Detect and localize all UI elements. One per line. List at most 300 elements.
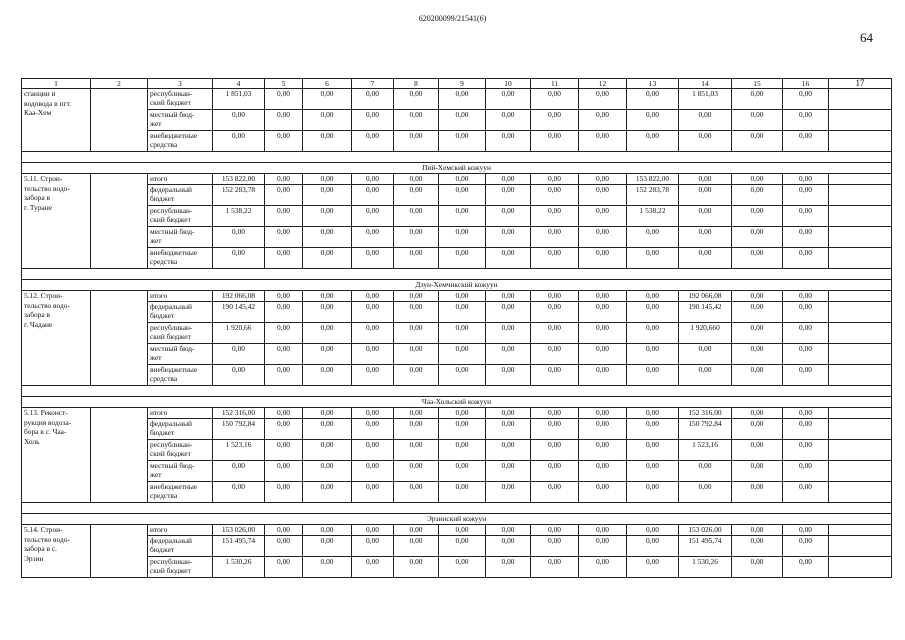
- funding-source-cell: итого: [148, 408, 213, 419]
- column-number-cell: 6: [303, 79, 352, 89]
- empty-cell: [829, 461, 892, 482]
- value-cell: 0,00: [732, 419, 783, 440]
- value-cell: 0,00: [627, 482, 679, 503]
- value-cell: 0,00: [439, 461, 486, 482]
- value-cell: 0,00: [783, 185, 829, 206]
- value-cell: 0,00: [394, 408, 439, 419]
- value-cell: 0,00: [579, 227, 627, 248]
- value-cell: 0,00: [265, 185, 303, 206]
- value-cell: 0,00: [394, 525, 439, 536]
- table-row: [22, 131, 892, 152]
- spacer-cell: [22, 386, 892, 397]
- region-heading: Дзун-Хемчикский кожуун: [22, 280, 892, 291]
- spacer-cell: [22, 152, 892, 163]
- value-cell: 0,00: [627, 536, 679, 557]
- table-row: [22, 185, 892, 206]
- value-cell: 0,00: [394, 131, 439, 152]
- spacer-row: [22, 152, 892, 163]
- value-cell: 0,00: [579, 291, 627, 302]
- value-cell: 0,00: [439, 248, 486, 269]
- empty-cell: [91, 408, 148, 503]
- value-cell: 1 530,26: [213, 557, 265, 578]
- table-row: [22, 248, 892, 269]
- table-row: [22, 365, 892, 386]
- empty-cell: [829, 365, 892, 386]
- value-cell: 0,00: [486, 536, 531, 557]
- value-cell: 0,00: [394, 89, 439, 110]
- value-cell: 190 145,42: [213, 302, 265, 323]
- funding-source-cell: итого: [148, 174, 213, 185]
- value-cell: 0,00: [394, 185, 439, 206]
- value-cell: 0,00: [783, 131, 829, 152]
- value-cell: 0,00: [783, 461, 829, 482]
- value-cell: 0,00: [394, 174, 439, 185]
- funding-source-cell: федеральный бюджет: [148, 419, 213, 440]
- column-number-cell: 2: [91, 79, 148, 89]
- value-cell: 0,00: [394, 482, 439, 503]
- value-cell: 0,00: [303, 110, 352, 131]
- value-cell: 0,00: [213, 248, 265, 269]
- value-cell: 0,00: [352, 89, 394, 110]
- value-cell: 0,00: [394, 365, 439, 386]
- column-number-cell: 12: [579, 79, 627, 89]
- value-cell: 0,00: [579, 302, 627, 323]
- value-cell: 0,00: [486, 227, 531, 248]
- value-cell: 0,00: [486, 131, 531, 152]
- value-cell: 1 530,26: [679, 557, 732, 578]
- empty-cell: [829, 557, 892, 578]
- value-cell: 0,00: [394, 461, 439, 482]
- value-cell: 0,00: [303, 131, 352, 152]
- value-cell: 0,00: [732, 525, 783, 536]
- value-cell: 0,00: [352, 461, 394, 482]
- value-cell: 1 538,22: [213, 206, 265, 227]
- value-cell: 0,00: [732, 557, 783, 578]
- value-cell: 0,00: [486, 525, 531, 536]
- value-cell: 0,00: [627, 131, 679, 152]
- value-cell: 0,00: [732, 408, 783, 419]
- value-cell: 0,00: [303, 206, 352, 227]
- value-cell: 0,00: [352, 323, 394, 344]
- value-cell: 0,00: [732, 89, 783, 110]
- value-cell: 0,00: [732, 302, 783, 323]
- value-cell: 0,00: [352, 365, 394, 386]
- value-cell: 0,00: [303, 557, 352, 578]
- empty-cell: [91, 525, 148, 578]
- empty-cell: [829, 110, 892, 131]
- value-cell: 0,00: [732, 461, 783, 482]
- empty-cell: [829, 323, 892, 344]
- column-number-cell: 9: [439, 79, 486, 89]
- region-heading: Чаа-Хольский кожуун: [22, 397, 892, 408]
- value-cell: 0,00: [783, 174, 829, 185]
- funding-source-cell: местный бюд- жет: [148, 344, 213, 365]
- table-row: [22, 408, 892, 419]
- value-cell: 1 920,66: [213, 323, 265, 344]
- value-cell: 0,00: [679, 248, 732, 269]
- value-cell: 0,00: [486, 89, 531, 110]
- column-number-row: [22, 79, 892, 89]
- empty-cell: [829, 440, 892, 461]
- value-cell: 0,00: [679, 227, 732, 248]
- value-cell: 0,00: [352, 557, 394, 578]
- value-cell: 150 792,84: [679, 419, 732, 440]
- value-cell: 0,00: [439, 89, 486, 110]
- funding-source-cell: республикан- ский бюджет: [148, 440, 213, 461]
- value-cell: 0,00: [265, 408, 303, 419]
- value-cell: 0,00: [303, 365, 352, 386]
- empty-cell: [829, 482, 892, 503]
- region-heading-row: [22, 397, 892, 408]
- value-cell: 152 283,78: [213, 185, 265, 206]
- funding-source-cell: республикан- ский бюджет: [148, 89, 213, 110]
- value-cell: 0,00: [439, 131, 486, 152]
- region-heading-row: [22, 280, 892, 291]
- empty-cell: [829, 248, 892, 269]
- column-number-cell: 1: [22, 79, 91, 89]
- value-cell: 0,00: [303, 461, 352, 482]
- funding-source-cell: республикан- ский бюджет: [148, 323, 213, 344]
- value-cell: 0,00: [352, 110, 394, 131]
- value-cell: 192 066,08: [679, 291, 732, 302]
- page-number: 64: [860, 30, 873, 45]
- value-cell: 0,00: [265, 227, 303, 248]
- value-cell: 0,00: [303, 440, 352, 461]
- spacer-row: [22, 386, 892, 397]
- value-cell: 0,00: [352, 525, 394, 536]
- value-cell: 0,00: [627, 365, 679, 386]
- value-cell: 0,00: [732, 365, 783, 386]
- table-row: [22, 206, 892, 227]
- value-cell: 0,00: [732, 227, 783, 248]
- value-cell: 0,00: [265, 365, 303, 386]
- value-cell: 0,00: [439, 365, 486, 386]
- value-cell: 0,00: [783, 110, 829, 131]
- value-cell: 0,00: [732, 482, 783, 503]
- value-cell: 0,00: [783, 482, 829, 503]
- value-cell: 0,00: [679, 131, 732, 152]
- value-cell: 151 495,74: [213, 536, 265, 557]
- value-cell: 0,00: [531, 110, 579, 131]
- value-cell: 153 026,00: [213, 525, 265, 536]
- column-number-cell: 13: [627, 79, 679, 89]
- value-cell: 0,00: [627, 302, 679, 323]
- value-cell: 0,00: [783, 248, 829, 269]
- value-cell: 0,00: [579, 206, 627, 227]
- value-cell: 0,00: [265, 302, 303, 323]
- funding-source-cell: итого: [148, 291, 213, 302]
- value-cell: 0,00: [579, 185, 627, 206]
- value-cell: 0,00: [627, 419, 679, 440]
- value-cell: 0,00: [486, 110, 531, 131]
- value-cell: 0,00: [394, 557, 439, 578]
- funding-source-cell: местный бюд- жет: [148, 110, 213, 131]
- table-row: [22, 110, 892, 131]
- value-cell: 0,00: [486, 174, 531, 185]
- value-cell: 0,00: [579, 344, 627, 365]
- empty-cell: [829, 174, 892, 185]
- value-cell: 0,00: [679, 185, 732, 206]
- value-cell: 0,00: [486, 461, 531, 482]
- value-cell: 0,00: [439, 302, 486, 323]
- value-cell: 153 822,00: [213, 174, 265, 185]
- value-cell: 0,00: [439, 536, 486, 557]
- value-cell: 0,00: [486, 248, 531, 269]
- value-cell: 152 283,78: [627, 185, 679, 206]
- value-cell: 1 851,03: [213, 89, 265, 110]
- column-number-cell: 4: [213, 79, 265, 89]
- value-cell: 153 026,00: [679, 525, 732, 536]
- empty-cell: [829, 291, 892, 302]
- value-cell: 0,00: [531, 525, 579, 536]
- value-cell: 0,00: [579, 408, 627, 419]
- value-cell: 0,00: [394, 227, 439, 248]
- value-cell: 0,00: [303, 408, 352, 419]
- value-cell: 0,00: [303, 89, 352, 110]
- value-cell: 0,00: [679, 174, 732, 185]
- project-name-cell: 5.12. Строи- тельство водо- забора в г. Чадане: [22, 291, 91, 386]
- column-number-cell: 5: [265, 79, 303, 89]
- value-cell: 0,00: [579, 131, 627, 152]
- value-cell: 152 316,00: [679, 408, 732, 419]
- funding-source-cell: местный бюд- жет: [148, 227, 213, 248]
- value-cell: 0,00: [531, 557, 579, 578]
- value-cell: 0,00: [679, 110, 732, 131]
- value-cell: 153 822,00: [627, 174, 679, 185]
- column-number-cell: 17: [829, 79, 892, 89]
- funding-source-cell: местный бюд- жет: [148, 461, 213, 482]
- value-cell: 0,00: [679, 344, 732, 365]
- value-cell: 0,00: [531, 185, 579, 206]
- value-cell: 0,00: [439, 344, 486, 365]
- value-cell: 0,00: [265, 536, 303, 557]
- value-cell: 0,00: [439, 557, 486, 578]
- table-row: [22, 302, 892, 323]
- value-cell: 0,00: [783, 291, 829, 302]
- value-cell: 0,00: [352, 536, 394, 557]
- value-cell: 0,00: [579, 365, 627, 386]
- value-cell: 0,00: [303, 248, 352, 269]
- value-cell: 0,00: [627, 89, 679, 110]
- funding-source-cell: внебюджетные средства: [148, 365, 213, 386]
- value-cell: 0,00: [486, 482, 531, 503]
- value-cell: 0,00: [439, 227, 486, 248]
- value-cell: 0,00: [265, 248, 303, 269]
- value-cell: 0,00: [303, 323, 352, 344]
- spacer-row: [22, 503, 892, 514]
- value-cell: 0,00: [394, 419, 439, 440]
- value-cell: 1 538,22: [627, 206, 679, 227]
- empty-cell: [829, 408, 892, 419]
- value-cell: 0,00: [394, 302, 439, 323]
- value-cell: 0,00: [732, 185, 783, 206]
- value-cell: 0,00: [531, 206, 579, 227]
- value-cell: 0,00: [679, 461, 732, 482]
- value-cell: 0,00: [783, 227, 829, 248]
- funding-source-cell: внебюджетные средства: [148, 482, 213, 503]
- value-cell: 0,00: [303, 174, 352, 185]
- value-cell: 0,00: [531, 248, 579, 269]
- value-cell: 0,00: [531, 482, 579, 503]
- empty-cell: [829, 89, 892, 110]
- value-cell: 0,00: [627, 110, 679, 131]
- empty-cell: [829, 206, 892, 227]
- value-cell: 0,00: [213, 365, 265, 386]
- value-cell: 0,00: [579, 323, 627, 344]
- value-cell: 0,00: [579, 248, 627, 269]
- empty-cell: [829, 131, 892, 152]
- value-cell: 0,00: [439, 206, 486, 227]
- value-cell: 0,00: [486, 302, 531, 323]
- column-number-cell: 3: [148, 79, 213, 89]
- value-cell: 0,00: [679, 365, 732, 386]
- value-cell: 1 523,16: [213, 440, 265, 461]
- value-cell: 0,00: [579, 110, 627, 131]
- value-cell: 0,00: [394, 291, 439, 302]
- value-cell: 0,00: [679, 206, 732, 227]
- value-cell: 0,00: [486, 291, 531, 302]
- empty-cell: [91, 89, 148, 152]
- value-cell: 0,00: [394, 323, 439, 344]
- value-cell: 0,00: [531, 536, 579, 557]
- value-cell: 0,00: [486, 440, 531, 461]
- value-cell: 0,00: [265, 323, 303, 344]
- table-row: [22, 419, 892, 440]
- table-row: [22, 89, 892, 110]
- value-cell: 0,00: [352, 419, 394, 440]
- value-cell: 0,00: [486, 557, 531, 578]
- value-cell: 0,00: [439, 419, 486, 440]
- value-cell: 0,00: [627, 291, 679, 302]
- table-row: [22, 440, 892, 461]
- value-cell: 0,00: [394, 110, 439, 131]
- value-cell: 0,00: [579, 174, 627, 185]
- value-cell: 0,00: [627, 344, 679, 365]
- value-cell: 0,00: [531, 174, 579, 185]
- funding-source-cell: республикан- ский бюджет: [148, 206, 213, 227]
- value-cell: 0,00: [783, 419, 829, 440]
- value-cell: 0,00: [303, 525, 352, 536]
- value-cell: 0,00: [352, 344, 394, 365]
- value-cell: 0,00: [352, 291, 394, 302]
- value-cell: 0,00: [213, 227, 265, 248]
- region-heading-row: [22, 514, 892, 525]
- funding-source-cell: федеральный бюджет: [148, 536, 213, 557]
- value-cell: 0,00: [531, 419, 579, 440]
- value-cell: 0,00: [732, 110, 783, 131]
- funding-source-cell: итого: [148, 525, 213, 536]
- value-cell: 0,00: [265, 206, 303, 227]
- value-cell: 0,00: [352, 248, 394, 269]
- value-cell: 0,00: [531, 131, 579, 152]
- value-cell: 0,00: [213, 344, 265, 365]
- table-row: [22, 227, 892, 248]
- spacer-row: [22, 269, 892, 280]
- value-cell: 0,00: [394, 440, 439, 461]
- value-cell: 0,00: [486, 185, 531, 206]
- empty-cell: [829, 302, 892, 323]
- value-cell: 1 523,16: [679, 440, 732, 461]
- empty-cell: [829, 525, 892, 536]
- value-cell: 0,00: [627, 323, 679, 344]
- value-cell: 0,00: [783, 408, 829, 419]
- value-cell: 0,00: [303, 419, 352, 440]
- value-cell: 0,00: [439, 525, 486, 536]
- value-cell: 0,00: [439, 110, 486, 131]
- value-cell: 0,00: [265, 525, 303, 536]
- value-cell: 0,00: [265, 89, 303, 110]
- value-cell: 0,00: [352, 185, 394, 206]
- value-cell: 0,00: [486, 365, 531, 386]
- value-cell: 0,00: [531, 89, 579, 110]
- empty-cell: [829, 227, 892, 248]
- value-cell: 0,00: [439, 440, 486, 461]
- value-cell: 150 792,84: [213, 419, 265, 440]
- value-cell: 0,00: [352, 131, 394, 152]
- value-cell: 0,00: [579, 557, 627, 578]
- value-cell: 0,00: [627, 461, 679, 482]
- table-row: [22, 291, 892, 302]
- value-cell: 0,00: [265, 557, 303, 578]
- value-cell: 190 145,42: [679, 302, 732, 323]
- value-cell: 0,00: [486, 419, 531, 440]
- value-cell: 0,00: [303, 185, 352, 206]
- budget-table: [21, 78, 892, 578]
- value-cell: 0,00: [531, 408, 579, 419]
- value-cell: 0,00: [265, 419, 303, 440]
- value-cell: 0,00: [579, 89, 627, 110]
- value-cell: 0,00: [213, 131, 265, 152]
- empty-cell: [829, 536, 892, 557]
- table-row: [22, 525, 892, 536]
- value-cell: 0,00: [265, 291, 303, 302]
- funding-source-cell: федеральный бюджет: [148, 302, 213, 323]
- value-cell: 0,00: [732, 248, 783, 269]
- value-cell: 0,00: [486, 408, 531, 419]
- table-row: [22, 344, 892, 365]
- value-cell: 0,00: [486, 323, 531, 344]
- column-number-cell: 15: [732, 79, 783, 89]
- value-cell: 1 851,03: [679, 89, 732, 110]
- value-cell: 0,00: [627, 248, 679, 269]
- value-cell: 0,00: [579, 525, 627, 536]
- value-cell: 0,00: [303, 482, 352, 503]
- value-cell: 0,00: [732, 206, 783, 227]
- value-cell: 0,00: [579, 461, 627, 482]
- project-name-cell: 5.11. Строи- тельство водо- забора в г. Туране: [22, 174, 91, 269]
- value-cell: 0,00: [303, 227, 352, 248]
- value-cell: 0,00: [783, 440, 829, 461]
- empty-cell: [829, 344, 892, 365]
- value-cell: 0,00: [394, 248, 439, 269]
- value-cell: 0,00: [531, 344, 579, 365]
- funding-source-cell: федеральный бюджет: [148, 185, 213, 206]
- value-cell: 0,00: [265, 110, 303, 131]
- value-cell: 0,00: [783, 557, 829, 578]
- value-cell: 1 920,660: [679, 323, 732, 344]
- value-cell: 0,00: [303, 302, 352, 323]
- value-cell: 0,00: [394, 344, 439, 365]
- value-cell: 0,00: [732, 440, 783, 461]
- value-cell: 0,00: [303, 291, 352, 302]
- column-number-cell: 14: [679, 79, 732, 89]
- value-cell: 0,00: [579, 482, 627, 503]
- value-cell: 0,00: [265, 482, 303, 503]
- value-cell: 0,00: [213, 110, 265, 131]
- value-cell: 0,00: [486, 344, 531, 365]
- project-name-cell: 5.14. Строи- тельство водо- забора в с. Эрзин: [22, 525, 91, 578]
- funding-source-cell: внебюджетные средства: [148, 248, 213, 269]
